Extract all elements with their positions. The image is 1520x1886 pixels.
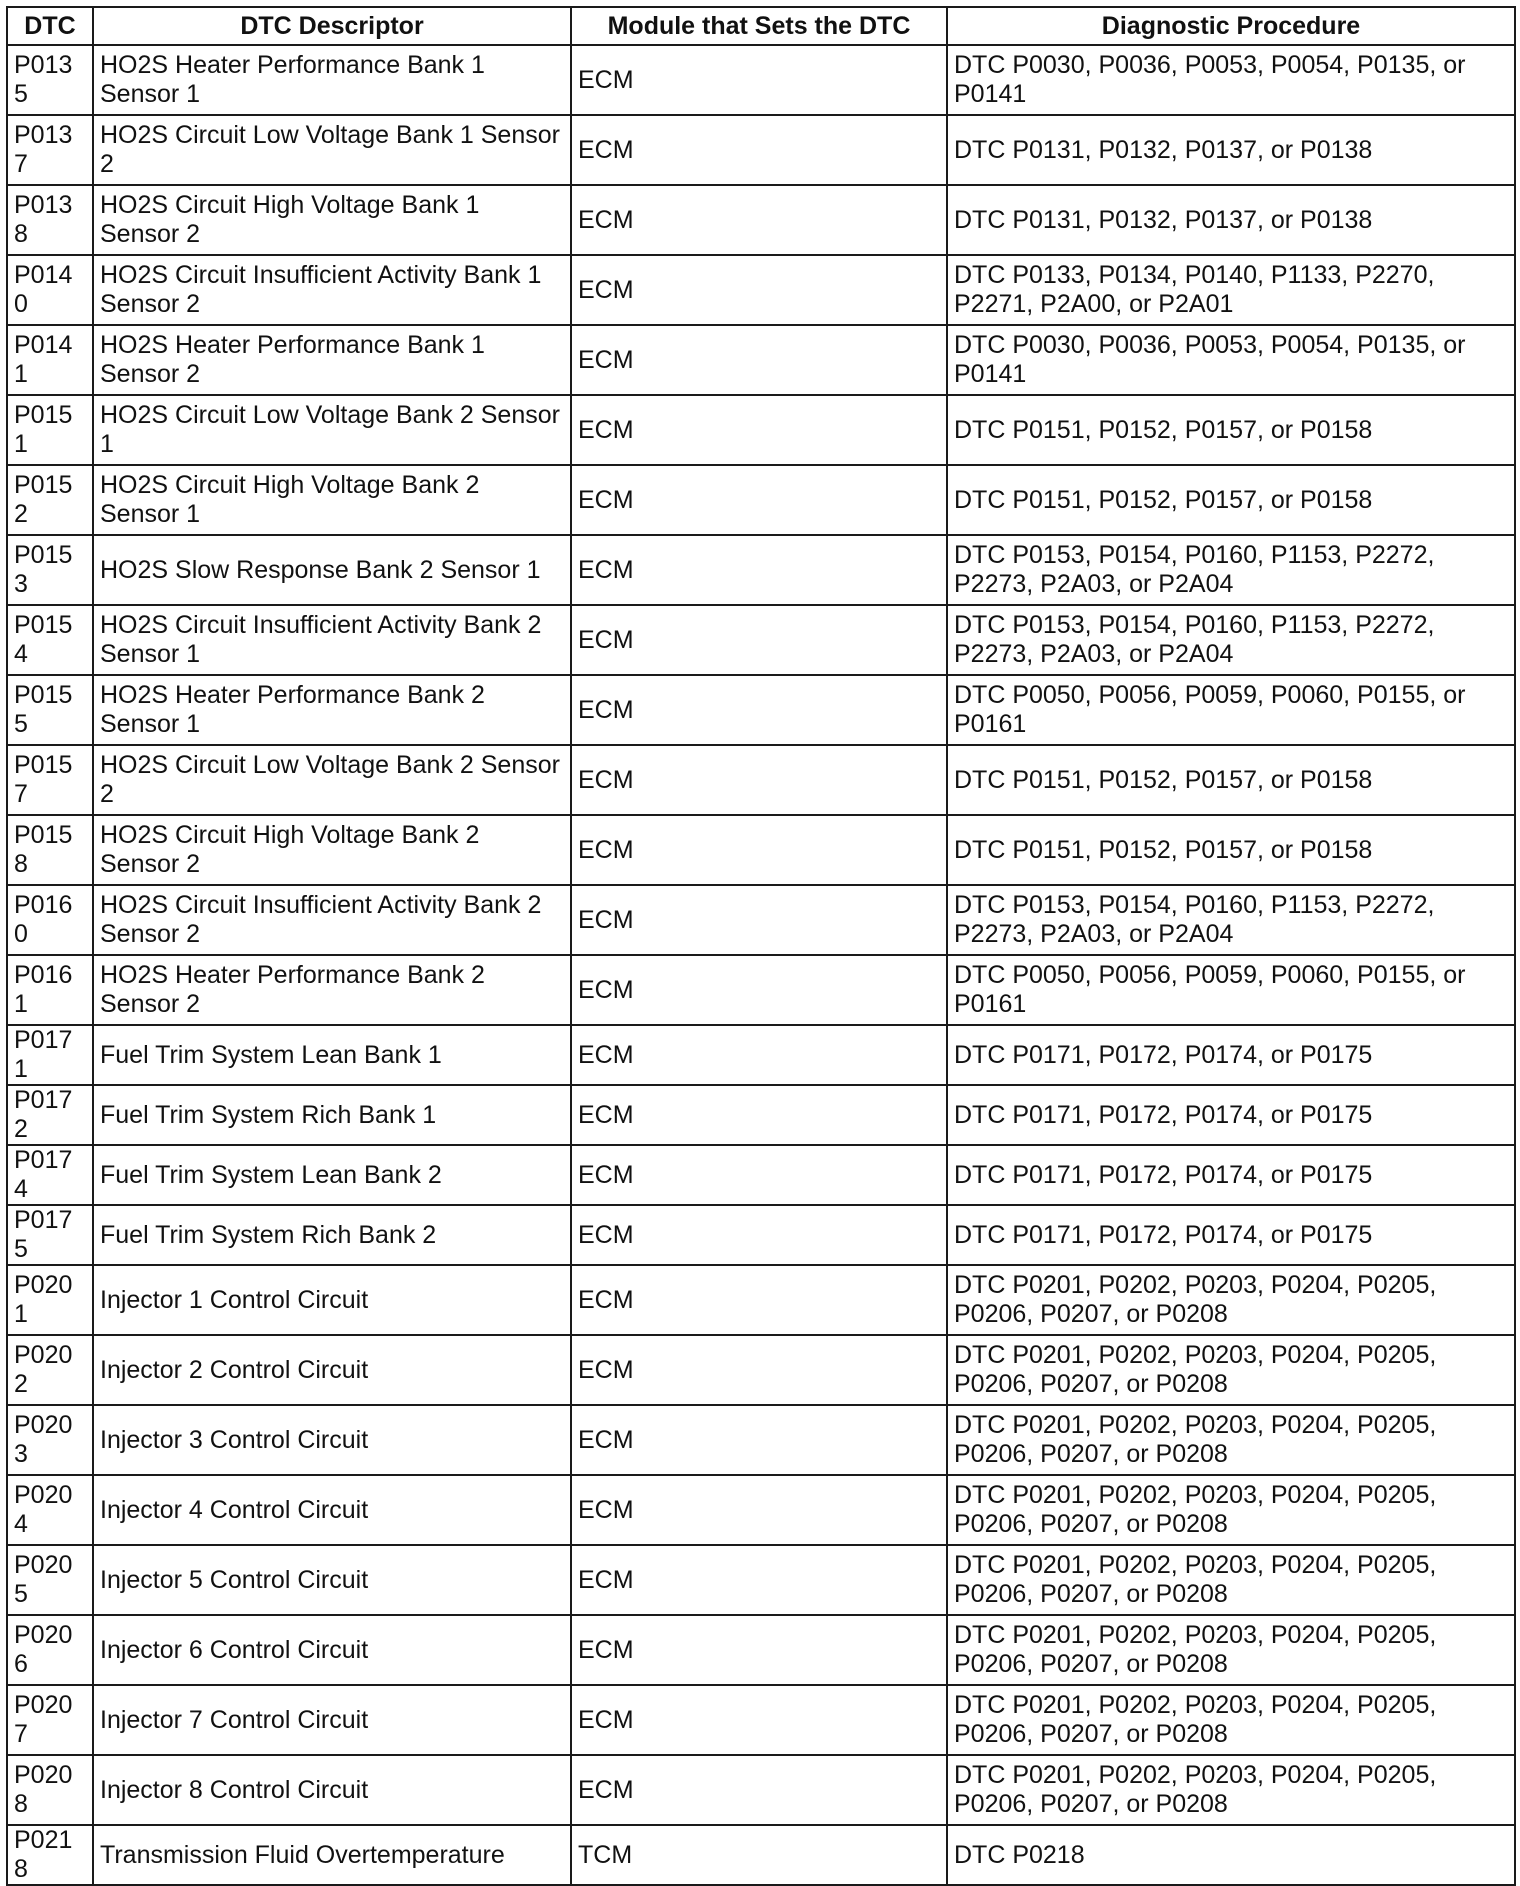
cell-module: ECM	[571, 885, 947, 955]
cell-procedure: DTC P0131, P0132, P0137, or P0138	[947, 115, 1515, 185]
cell-module: ECM	[571, 325, 947, 395]
table-row	[7, 1475, 1515, 1545]
cell-procedure: DTC P0151, P0152, P0157, or P0158	[947, 815, 1515, 885]
cell-dtc: P0175	[7, 1205, 93, 1265]
cell-procedure: DTC P0171, P0172, P0174, or P0175	[947, 1025, 1515, 1085]
cell-module: ECM	[571, 255, 947, 325]
table-row	[7, 815, 1515, 885]
cell-module: ECM	[571, 1205, 947, 1265]
cell-dtc: P0204	[7, 1475, 93, 1545]
cell-procedure: DTC P0201, P0202, P0203, P0204, P0205, P0206, P0207, or P0208	[947, 1545, 1515, 1615]
cell-dtc: P0203	[7, 1405, 93, 1475]
cell-descriptor: Injector 6 Control Circuit	[93, 1615, 571, 1685]
table-row	[7, 1335, 1515, 1405]
cell-dtc: P0152	[7, 465, 93, 535]
cell-procedure: DTC P0131, P0132, P0137, or P0138	[947, 185, 1515, 255]
cell-module: ECM	[571, 1685, 947, 1755]
cell-dtc: P0172	[7, 1085, 93, 1145]
cell-dtc: P0151	[7, 395, 93, 465]
cell-module: ECM	[571, 465, 947, 535]
table-row	[7, 1755, 1515, 1825]
header-module: Module that Sets the DTC	[571, 7, 947, 45]
cell-dtc: P0157	[7, 745, 93, 815]
table-row	[7, 1025, 1515, 1085]
cell-procedure: DTC P0153, P0154, P0160, P1153, P2272, P2273, P2A03, or P2A04	[947, 535, 1515, 605]
cell-dtc: P0207	[7, 1685, 93, 1755]
cell-descriptor: Injector 2 Control Circuit	[93, 1335, 571, 1405]
cell-procedure: DTC P0030, P0036, P0053, P0054, P0135, or P0141	[947, 325, 1515, 395]
cell-descriptor: Fuel Trim System Rich Bank 2	[93, 1205, 571, 1265]
cell-descriptor: HO2S Circuit Insufficient Activity Bank 1 Sensor 2	[93, 255, 571, 325]
cell-dtc: P0140	[7, 255, 93, 325]
cell-dtc: P0205	[7, 1545, 93, 1615]
table-row	[7, 1545, 1515, 1615]
cell-descriptor: HO2S Heater Performance Bank 1 Sensor 2	[93, 325, 571, 395]
cell-procedure: DTC P0171, P0172, P0174, or P0175	[947, 1145, 1515, 1205]
cell-module: ECM	[571, 395, 947, 465]
cell-descriptor: HO2S Heater Performance Bank 1 Sensor 1	[93, 45, 571, 115]
cell-module: ECM	[571, 1265, 947, 1335]
header-dtc-descriptor: DTC Descriptor	[93, 7, 571, 45]
header-diagnostic-procedure: Diagnostic Procedure	[947, 7, 1515, 45]
table-row	[7, 1685, 1515, 1755]
cell-procedure: DTC P0030, P0036, P0053, P0054, P0135, or P0141	[947, 45, 1515, 115]
cell-procedure: DTC P0050, P0056, P0059, P0060, P0155, or P0161	[947, 675, 1515, 745]
table-row	[7, 1085, 1515, 1145]
cell-procedure: DTC P0151, P0152, P0157, or P0158	[947, 745, 1515, 815]
table-row	[7, 1825, 1515, 1885]
cell-module: TCM	[571, 1825, 947, 1885]
cell-descriptor: HO2S Circuit High Voltage Bank 2 Sensor 1	[93, 465, 571, 535]
cell-module: ECM	[571, 1085, 947, 1145]
cell-procedure: DTC P0201, P0202, P0203, P0204, P0205, P0206, P0207, or P0208	[947, 1335, 1515, 1405]
cell-procedure: DTC P0201, P0202, P0203, P0204, P0205, P0206, P0207, or P0208	[947, 1615, 1515, 1685]
cell-descriptor: Injector 5 Control Circuit	[93, 1545, 571, 1615]
cell-dtc: P0161	[7, 955, 93, 1025]
cell-module: ECM	[571, 185, 947, 255]
cell-procedure: DTC P0171, P0172, P0174, or P0175	[947, 1085, 1515, 1145]
header-dtc: DTC	[7, 7, 93, 45]
table-row	[7, 1145, 1515, 1205]
cell-procedure: DTC P0201, P0202, P0203, P0204, P0205, P0206, P0207, or P0208	[947, 1755, 1515, 1825]
table-row	[7, 885, 1515, 955]
table-row	[7, 605, 1515, 675]
dtc-table	[6, 6, 1516, 1886]
cell-descriptor: Fuel Trim System Rich Bank 1	[93, 1085, 571, 1145]
cell-module: ECM	[571, 955, 947, 1025]
table-row	[7, 1205, 1515, 1265]
cell-module: ECM	[571, 535, 947, 605]
cell-dtc: P0153	[7, 535, 93, 605]
table-row	[7, 955, 1515, 1025]
table-body	[7, 45, 1515, 1885]
cell-dtc: P0137	[7, 115, 93, 185]
cell-descriptor: HO2S Circuit High Voltage Bank 1 Sensor 2	[93, 185, 571, 255]
table-row	[7, 1615, 1515, 1685]
cell-module: ECM	[571, 815, 947, 885]
table-row	[7, 395, 1515, 465]
cell-procedure: DTC P0201, P0202, P0203, P0204, P0205, P0206, P0207, or P0208	[947, 1685, 1515, 1755]
cell-dtc: P0141	[7, 325, 93, 395]
cell-dtc: P0201	[7, 1265, 93, 1335]
cell-dtc: P0135	[7, 45, 93, 115]
table-header-row	[7, 7, 1515, 45]
table-row	[7, 745, 1515, 815]
cell-module: ECM	[571, 1755, 947, 1825]
table-row	[7, 255, 1515, 325]
cell-descriptor: Injector 7 Control Circuit	[93, 1685, 571, 1755]
cell-descriptor: Injector 3 Control Circuit	[93, 1405, 571, 1475]
cell-descriptor: HO2S Circuit Low Voltage Bank 2 Sensor 1	[93, 395, 571, 465]
table-row	[7, 325, 1515, 395]
table-row	[7, 185, 1515, 255]
table-row	[7, 45, 1515, 115]
cell-procedure: DTC P0171, P0172, P0174, or P0175	[947, 1205, 1515, 1265]
cell-descriptor: HO2S Heater Performance Bank 2 Sensor 2	[93, 955, 571, 1025]
cell-dtc: P0202	[7, 1335, 93, 1405]
cell-procedure: DTC P0050, P0056, P0059, P0060, P0155, or P0161	[947, 955, 1515, 1025]
cell-module: ECM	[571, 1615, 947, 1685]
cell-descriptor: Injector 1 Control Circuit	[93, 1265, 571, 1335]
table-row	[7, 465, 1515, 535]
cell-dtc: P0206	[7, 1615, 93, 1685]
cell-descriptor: HO2S Circuit Insufficient Activity Bank 2 Sensor 2	[93, 885, 571, 955]
cell-module: ECM	[571, 745, 947, 815]
cell-procedure: DTC P0201, P0202, P0203, P0204, P0205, P0206, P0207, or P0208	[947, 1475, 1515, 1545]
cell-module: ECM	[571, 45, 947, 115]
cell-dtc: P0218	[7, 1825, 93, 1885]
table-row	[7, 675, 1515, 745]
cell-module: ECM	[571, 675, 947, 745]
cell-module: ECM	[571, 1145, 947, 1205]
cell-procedure: DTC P0151, P0152, P0157, or P0158	[947, 395, 1515, 465]
cell-dtc: P0154	[7, 605, 93, 675]
cell-module: ECM	[571, 1475, 947, 1545]
cell-descriptor: HO2S Circuit Insufficient Activity Bank 2 Sensor 1	[93, 605, 571, 675]
cell-procedure: DTC P0218	[947, 1825, 1515, 1885]
cell-procedure: DTC P0151, P0152, P0157, or P0158	[947, 465, 1515, 535]
table-row	[7, 115, 1515, 185]
cell-module: ECM	[571, 1545, 947, 1615]
cell-dtc: P0208	[7, 1755, 93, 1825]
table-row	[7, 1265, 1515, 1335]
cell-descriptor: HO2S Circuit Low Voltage Bank 2 Sensor 2	[93, 745, 571, 815]
cell-dtc: P0158	[7, 815, 93, 885]
cell-dtc: P0174	[7, 1145, 93, 1205]
cell-descriptor: HO2S Slow Response Bank 2 Sensor 1	[93, 535, 571, 605]
cell-dtc: P0138	[7, 185, 93, 255]
cell-descriptor: Fuel Trim System Lean Bank 1	[93, 1025, 571, 1085]
cell-descriptor: Injector 4 Control Circuit	[93, 1475, 571, 1545]
cell-procedure: DTC P0133, P0134, P0140, P1133, P2270, P2271, P2A00, or P2A01	[947, 255, 1515, 325]
table-row	[7, 535, 1515, 605]
cell-module: ECM	[571, 1025, 947, 1085]
cell-descriptor: HO2S Circuit High Voltage Bank 2 Sensor 2	[93, 815, 571, 885]
cell-descriptor: HO2S Heater Performance Bank 2 Sensor 1	[93, 675, 571, 745]
cell-dtc: P0155	[7, 675, 93, 745]
cell-descriptor: HO2S Circuit Low Voltage Bank 1 Sensor 2	[93, 115, 571, 185]
cell-dtc: P0171	[7, 1025, 93, 1085]
cell-module: ECM	[571, 1335, 947, 1405]
cell-module: ECM	[571, 605, 947, 675]
cell-procedure: DTC P0153, P0154, P0160, P1153, P2272, P2273, P2A03, or P2A04	[947, 885, 1515, 955]
cell-dtc: P0160	[7, 885, 93, 955]
cell-descriptor: Transmission Fluid Overtemperature	[93, 1825, 571, 1885]
cell-descriptor: Fuel Trim System Lean Bank 2	[93, 1145, 571, 1205]
table-row	[7, 1405, 1515, 1475]
cell-procedure: DTC P0201, P0202, P0203, P0204, P0205, P0206, P0207, or P0208	[947, 1405, 1515, 1475]
cell-descriptor: Injector 8 Control Circuit	[93, 1755, 571, 1825]
cell-module: ECM	[571, 115, 947, 185]
cell-module: ECM	[571, 1405, 947, 1475]
cell-procedure: DTC P0201, P0202, P0203, P0204, P0205, P0206, P0207, or P0208	[947, 1265, 1515, 1335]
cell-procedure: DTC P0153, P0154, P0160, P1153, P2272, P2273, P2A03, or P2A04	[947, 605, 1515, 675]
